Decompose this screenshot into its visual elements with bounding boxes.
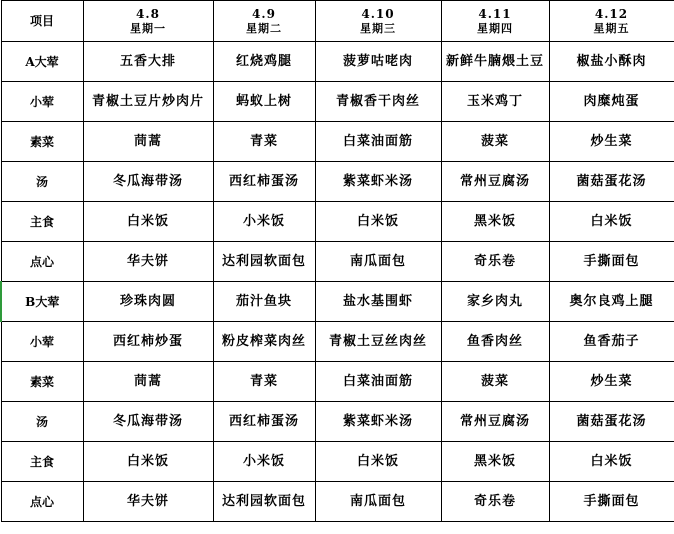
menu-dish-cell: 白米饭 [83, 202, 213, 242]
menu-dish-cell: 紫菜虾米汤 [315, 402, 441, 442]
row-category-label: 主食 [1, 442, 83, 482]
menu-dish-cell: 青菜 [213, 122, 315, 162]
menu-row [1, 122, 674, 162]
header-date: 4.10 [361, 6, 395, 21]
menu-dish-cell: 白菜油面筋 [315, 362, 441, 402]
menu-dish-cell: 西红柿蛋汤 [213, 162, 315, 202]
header-day-cell [315, 1, 441, 42]
menu-dish-cell: 冬瓜海带汤 [83, 402, 213, 442]
menu-dish-cell: 白米饭 [83, 442, 213, 482]
row-category-label: B大荤 [1, 282, 83, 322]
header-day-cell [441, 1, 549, 42]
header-date: 4.8 [136, 6, 160, 21]
menu-dish-cell: 茄汁鱼块 [213, 282, 315, 322]
header-weekday: 星期四 [477, 21, 513, 35]
menu-dish-cell: 红烧鸡腿 [213, 42, 315, 82]
menu-dish-cell: 达利园软面包 [213, 242, 315, 282]
row-category-label: 汤 [1, 162, 83, 202]
header-date: 4.9 [252, 6, 276, 21]
menu-dish-cell: 茼蒿 [83, 362, 213, 402]
menu-dish-cell: 菌菇蛋花汤 [549, 402, 674, 442]
header-day-cell [83, 1, 213, 42]
header-corner-cell: 项目 [1, 1, 83, 42]
menu-dish-cell: 白米饭 [315, 442, 441, 482]
row-category-label: 素菜 [1, 362, 83, 402]
menu-dish-cell: 家乡肉丸 [441, 282, 549, 322]
menu-dish-cell: 鱼香茄子 [549, 322, 674, 362]
menu-dish-cell: 蚂蚁上树 [213, 82, 315, 122]
menu-dish-cell: 冬瓜海带汤 [83, 162, 213, 202]
menu-dish-cell: 粉皮榨菜肉丝 [213, 322, 315, 362]
row-category-label: 汤 [1, 402, 83, 442]
menu-dish-cell: 玉米鸡丁 [441, 82, 549, 122]
menu-dish-cell: 青椒香干肉丝 [315, 82, 441, 122]
menu-dish-cell: 椒盐小酥肉 [549, 42, 674, 82]
menu-dish-cell: 白米饭 [549, 202, 674, 242]
menu-dish-cell: 青椒土豆片炒肉片 [83, 82, 213, 122]
header-weekday: 星期一 [130, 21, 166, 35]
menu-row [1, 402, 674, 442]
menu-table-body [1, 1, 674, 522]
row-category-label: 点心 [1, 482, 83, 522]
header-day-cell [549, 1, 674, 42]
menu-dish-cell: 菠萝咕咾肉 [315, 42, 441, 82]
menu-dish-cell: 白米饭 [549, 442, 674, 482]
menu-row [1, 202, 674, 242]
header-weekday: 星期五 [593, 21, 630, 35]
menu-dish-cell: 小米饭 [213, 202, 315, 242]
menu-dish-cell: 常州豆腐汤 [441, 162, 549, 202]
menu-dish-cell: 茼蒿 [83, 122, 213, 162]
menu-dish-cell: 炒生菜 [549, 362, 674, 402]
menu-dish-cell: 华夫饼 [83, 242, 213, 282]
menu-row [1, 42, 674, 82]
menu-dish-cell: 紫菜虾米汤 [315, 162, 441, 202]
menu-row [1, 322, 674, 362]
menu-dish-cell: 青菜 [213, 362, 315, 402]
menu-row [1, 282, 674, 322]
menu-row [1, 482, 674, 522]
menu-dish-cell: 黑米饭 [441, 202, 549, 242]
menu-dish-cell: 菠菜 [441, 362, 549, 402]
menu-dish-cell: 盐水基围虾 [315, 282, 441, 322]
menu-dish-cell: 常州豆腐汤 [441, 402, 549, 442]
menu-dish-cell: 珍珠肉圆 [83, 282, 213, 322]
menu-dish-cell: 菠菜 [441, 122, 549, 162]
menu-dish-cell: 南瓜面包 [315, 242, 441, 282]
menu-dish-cell: 白米饭 [315, 202, 441, 242]
menu-row [1, 82, 674, 122]
header-date: 4.11 [478, 6, 512, 21]
header-date: 4.12 [594, 6, 629, 21]
row-category-label: 主食 [1, 202, 83, 242]
menu-dish-cell: 奥尔良鸡上腿 [549, 282, 674, 322]
menu-row [1, 242, 674, 282]
menu-dish-cell: 青椒土豆丝肉丝 [315, 322, 441, 362]
header-weekday: 星期二 [246, 21, 282, 35]
menu-dish-cell: 肉糜炖蛋 [549, 82, 674, 122]
menu-dish-cell: 奇乐卷 [441, 242, 549, 282]
menu-dish-cell: 黑米饭 [441, 442, 549, 482]
row-category-label: 小荤 [1, 82, 83, 122]
menu-dish-cell: 菌菇蛋花汤 [549, 162, 674, 202]
menu-dish-cell: 奇乐卷 [441, 482, 549, 522]
header-day-cell [213, 1, 315, 42]
menu-dish-cell: 五香大排 [83, 42, 213, 82]
header-row [1, 1, 674, 42]
menu-dish-cell: 西红柿蛋汤 [213, 402, 315, 442]
menu-dish-cell: 华夫饼 [83, 482, 213, 522]
row-category-label: 点心 [1, 242, 83, 282]
menu-dish-cell: 炒生菜 [549, 122, 674, 162]
menu-dish-cell: 南瓜面包 [315, 482, 441, 522]
row-category-label: 小荤 [1, 322, 83, 362]
menu-dish-cell: 白菜油面筋 [315, 122, 441, 162]
row-category-label: A大荤 [1, 42, 83, 82]
menu-dish-cell: 西红柿炒蛋 [83, 322, 213, 362]
menu-row [1, 162, 674, 202]
row-category-label: 素菜 [1, 122, 83, 162]
menu-dish-cell: 手撕面包 [549, 242, 674, 282]
menu-dish-cell: 手撕面包 [549, 482, 674, 522]
menu-row [1, 442, 674, 482]
menu-dish-cell: 鱼香肉丝 [441, 322, 549, 362]
menu-dish-cell: 达利园软面包 [213, 482, 315, 522]
menu-dish-cell: 小米饭 [213, 442, 315, 482]
menu-dish-cell: 新鲜牛腩煨土豆 [441, 42, 549, 82]
menu-row [1, 362, 674, 402]
header-weekday: 星期三 [360, 21, 396, 35]
